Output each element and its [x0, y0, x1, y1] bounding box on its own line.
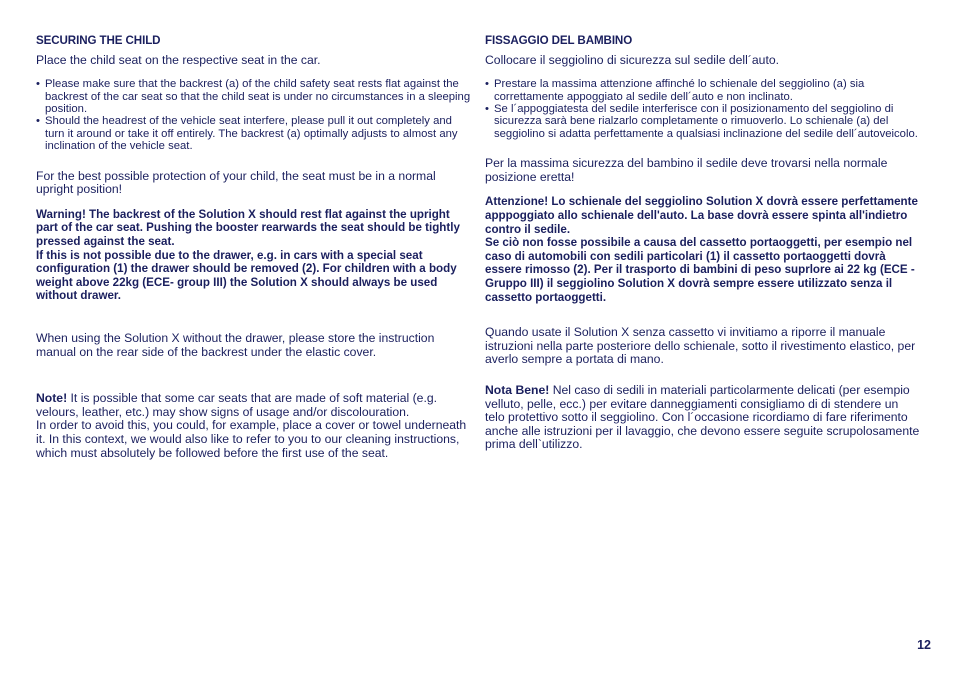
- list-item: • Please make sure that the backrest (a) of the child safety seat rests flat against the backrest of the car seat so that the child seat is under no circumstances in a sleeping position.: [36, 78, 472, 115]
- note-paragraph: [36, 392, 472, 419]
- note-text-continued: In order to avoid this, you could, for example, place a cover or towel underneath it. In this context, we would also like to refer to you to our cleaning instructions, which must absolutely be followed before the first use of the seat.: [36, 418, 467, 460]
- drawer-storage-text: Quando usate il Solution X senza cassetto vi invitiamo a riporre il manuale istruzioni nella parte posteriore dello schienale, sotto il rivestimento elastico, per averlo sempre a portata di mano.: [485, 325, 916, 367]
- note-text: Nel caso di sedili in materiali particolarmente delicati (per esempio velluto, pelle, ecc.) per evitare danneggiamenti consigliamo di di stendere un telo protettivo sotto il seggiolino. Con l´occasione ricordiamo di fare riferimento anche alle istruzioni per il lavaggio, che devono essere seguite scrupolosamente prima dell`utilizzo.: [485, 382, 920, 452]
- drawer-storage-text: When using the Solution X without the drawer, please store the instruction manual on the rear side of the backrest under the elastic cover.: [36, 330, 435, 359]
- section-heading: SECURING THE CHILD: [36, 34, 161, 47]
- warning-text: Warning! The backrest of the Solution X should rest flat against the upright part of the car seat. Pushing the booster rearwards the seat should be tightly pressed against the seat.: [36, 207, 460, 248]
- warning-text: If this is not possible due to the drawer, e.g. in cars with a special seat configuration (1) the drawer should be removed (2). For children with a body weight above 22kg (ECE- group III) the Solution X should always be used without drawer.: [36, 248, 457, 303]
- list-item: • Prestare la massima attenzione affinché lo schienale del seggiolino (a) sia correttamente appoggiato al sedile dell´auto e non inclinato.: [485, 78, 921, 103]
- italian-column: [485, 34, 921, 452]
- best-protection-text: Per la massima sicurezza del bambino il sedile deve trovarsi nella normale posizione eretta!: [485, 156, 888, 184]
- note-paragraph: [485, 384, 921, 452]
- warning-text: Se ciò non fosse possibile a causa del cassetto portaoggetti, per esempio nel caso di automobili con sedili particolari (1) il cassetto portaoggetti dovrà essere rimosso (2). Per il trasporto di bambini di peso suprlore ai 22 kg (ECE - Gruppo III) il seggiolino Solution X dovrà sempre essere utilizzato senza il cassetto portaoggetti.: [485, 236, 915, 304]
- intro-text: Collocare il seggiolino di sicurezza sul sedile dell´auto.: [485, 52, 780, 67]
- best-protection-text: For the best possible protection of your child, the seat must be in a normal upright position!: [36, 168, 436, 197]
- english-column: [36, 34, 472, 460]
- instruction-list: [485, 78, 921, 140]
- instruction-list: [36, 78, 472, 152]
- note-text: It is possible that some car seats that are made of soft material (e.g. velours, leather, etc.) may show signs of usage and/or discolouration.: [36, 391, 438, 419]
- note-label: Note!: [36, 391, 68, 406]
- warning-block: [36, 208, 472, 303]
- note-label: Nota Bene!: [485, 382, 550, 397]
- list-item: • Se l´appoggiatesta del sedile interferisce con il posizionamento del seggiolino di sicurezza sarà bene rialzarlo completamente o rimuoverlo. Lo schienale (a) del seggiolino si adatta perfettamente a qualsiasi inclinazione del sedile dell´autoveicolo.: [485, 103, 921, 140]
- intro-text: Place the child seat on the respective seat in the car.: [36, 52, 321, 67]
- warning-text: Attenzione! Lo schienale del seggiolino Solution X dovrà essere perfettamente apppoggiato allo schienale dell'auto. La base dovrà essere spinta all'indietro contro il sedile.: [485, 195, 918, 236]
- warning-block: [485, 195, 921, 304]
- section-heading: FISSAGGIO DEL BAMBINO: [485, 34, 633, 47]
- page-number: 12: [917, 638, 931, 652]
- list-item: • Should the headrest of the vehicle seat interfere, please pull it out completely and turn it around or take it off entirely. The backrest (a) optimally adjusts to almost any inclination of the vehicle seat.: [36, 115, 472, 152]
